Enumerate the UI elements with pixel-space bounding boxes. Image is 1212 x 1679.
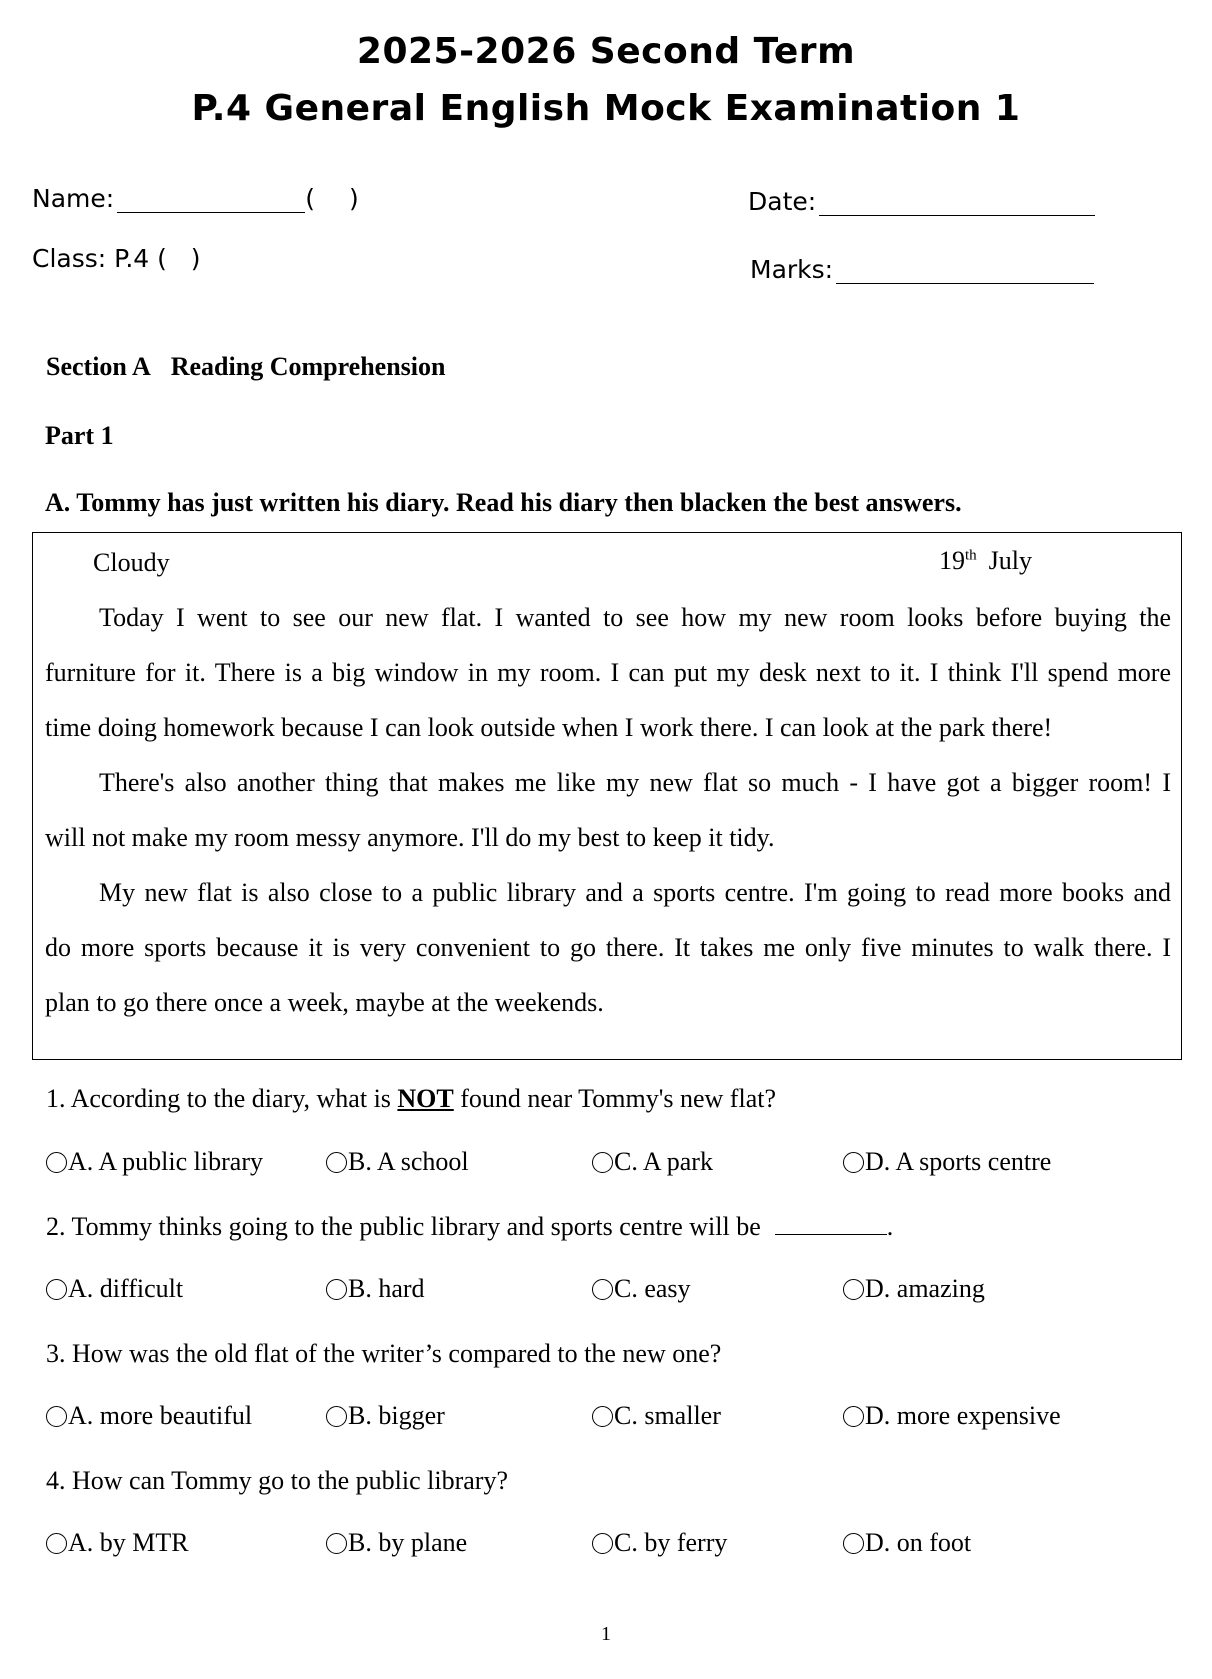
answer-bubble-icon[interactable]	[326, 1152, 347, 1173]
answer-blank[interactable]	[775, 1212, 887, 1235]
answer-bubble-icon[interactable]	[592, 1533, 613, 1554]
diary-line: furniture for it. There is a big window in my room. I can put my desk next to it. I think I'll spend more	[45, 658, 1171, 687]
option-label: B. A school	[348, 1147, 469, 1176]
question-4: 4. How can Tommy go to the public library?	[46, 1466, 508, 1495]
answer-bubble-icon[interactable]	[46, 1406, 67, 1427]
date-label: Date:	[748, 187, 817, 216]
question-1	[46, 1084, 776, 1114]
class-number-open: (	[305, 184, 315, 213]
option-label: A. more beautiful	[68, 1401, 253, 1430]
diary-line: Today I went to see our new flat. I wanted to see how my new room looks before buying the	[99, 603, 1171, 632]
q2-option-c[interactable]	[592, 1274, 691, 1304]
q3-option-d[interactable]	[843, 1401, 1061, 1431]
diary-date-suffix: th	[965, 547, 977, 564]
q2-option-d[interactable]	[843, 1274, 985, 1304]
answer-bubble-icon[interactable]	[46, 1152, 67, 1173]
page-number: 1	[601, 1623, 611, 1645]
question-text: 1. According to the diary, what is	[46, 1084, 398, 1113]
answer-bubble-icon[interactable]	[592, 1406, 613, 1427]
diary-line: There's also another thing that makes me like my new flat so much - I have got a bigger room! I	[99, 768, 1171, 797]
marks-label: Marks:	[750, 255, 834, 284]
q3-option-b[interactable]	[326, 1401, 445, 1431]
q3-option-c[interactable]	[592, 1401, 721, 1431]
option-label: A. A public library	[68, 1147, 263, 1176]
q1-option-a[interactable]	[46, 1147, 263, 1177]
answer-bubble-icon[interactable]	[843, 1533, 864, 1554]
exam-term-title: 2025-2026 Second Term	[356, 31, 856, 72]
diary-date-month: July	[988, 546, 1033, 575]
q4-option-b[interactable]	[326, 1528, 467, 1558]
date-field	[748, 187, 1095, 216]
option-label: C. by ferry	[614, 1528, 728, 1557]
class-number-close: )	[348, 184, 359, 213]
q1-option-b[interactable]	[326, 1147, 469, 1177]
section-heading	[46, 352, 445, 382]
option-label: C. A park	[614, 1147, 713, 1176]
answer-bubble-icon[interactable]	[592, 1152, 613, 1173]
option-label: D. more expensive	[865, 1401, 1061, 1430]
q4-option-d[interactable]	[843, 1528, 971, 1558]
diary-line: will not make my room messy anymore. I'll do my best to keep it tidy.	[45, 823, 775, 852]
diary-weather: Cloudy	[93, 548, 170, 577]
question-emphasis: NOT	[397, 1084, 454, 1113]
answer-bubble-icon[interactable]	[326, 1406, 347, 1427]
option-label: D. on foot	[865, 1528, 972, 1557]
option-label: C. smaller	[614, 1401, 721, 1430]
class-label: Class: P.4 ( )	[32, 244, 201, 273]
option-label: C. easy	[614, 1274, 691, 1303]
answer-bubble-icon[interactable]	[46, 1533, 67, 1554]
question-2	[46, 1212, 893, 1242]
q2-option-b[interactable]	[326, 1274, 425, 1304]
q1-option-d[interactable]	[843, 1147, 1051, 1177]
question-text: 2. Tommy thinks going to the public library and sports centre will be	[46, 1212, 761, 1241]
diary-line: do more sports because it is very convenient to go there. It takes me only five minutes to walk there. I	[45, 933, 1171, 962]
option-label: B. hard	[348, 1274, 425, 1303]
answer-bubble-icon[interactable]	[326, 1279, 347, 1300]
section-title: Reading Comprehension	[170, 352, 446, 381]
question-end-punctuation: .	[886, 1212, 894, 1241]
answer-bubble-icon[interactable]	[592, 1279, 613, 1300]
answer-bubble-icon[interactable]	[843, 1152, 864, 1173]
diary-line: time doing homework because I can look outside when I work there. I can look at the park there!	[45, 713, 1053, 742]
name-label: Name:	[32, 184, 115, 213]
marks-blank[interactable]	[836, 257, 1094, 284]
answer-bubble-icon[interactable]	[46, 1279, 67, 1300]
name-field	[32, 184, 359, 213]
name-blank[interactable]	[117, 186, 305, 213]
part-heading: Part 1	[45, 421, 114, 450]
marks-field	[750, 255, 1094, 284]
answer-bubble-icon[interactable]	[843, 1279, 864, 1300]
answer-bubble-icon[interactable]	[843, 1406, 864, 1427]
question-text: found near Tommy's new flat?	[453, 1084, 776, 1113]
diary-date-day: 19	[939, 546, 965, 575]
q2-option-a[interactable]	[46, 1274, 183, 1304]
q4-option-a[interactable]	[46, 1528, 189, 1558]
answer-bubble-icon[interactable]	[326, 1533, 347, 1554]
diary-line: My new flat is also close to a public library and a sports centre. I'm going to read more books and	[99, 878, 1171, 907]
option-label: D. A sports centre	[865, 1147, 1052, 1176]
question-3: 3. How was the old flat of the writer’s compared to the new one?	[46, 1339, 722, 1368]
option-label: D. amazing	[865, 1274, 985, 1303]
option-label: A. difficult	[68, 1274, 184, 1303]
date-blank[interactable]	[819, 189, 1095, 216]
option-label: A. by MTR	[68, 1528, 189, 1557]
diary-line: plan to go there once a week, maybe at the weekends.	[45, 988, 604, 1017]
diary-date	[939, 546, 1032, 576]
diary-box	[32, 532, 1182, 1060]
q1-option-c[interactable]	[592, 1147, 713, 1177]
instruction-text: A. Tommy has just written his diary. Read his diary then blacken the best answers.	[45, 488, 962, 517]
section-label: Section A	[46, 352, 151, 381]
option-label: B. bigger	[348, 1401, 445, 1430]
q3-option-a[interactable]	[46, 1401, 252, 1431]
exam-title: P.4 General English Mock Examination 1	[191, 88, 1021, 129]
option-label: B. by plane	[348, 1528, 468, 1557]
q4-option-c[interactable]	[592, 1528, 727, 1558]
